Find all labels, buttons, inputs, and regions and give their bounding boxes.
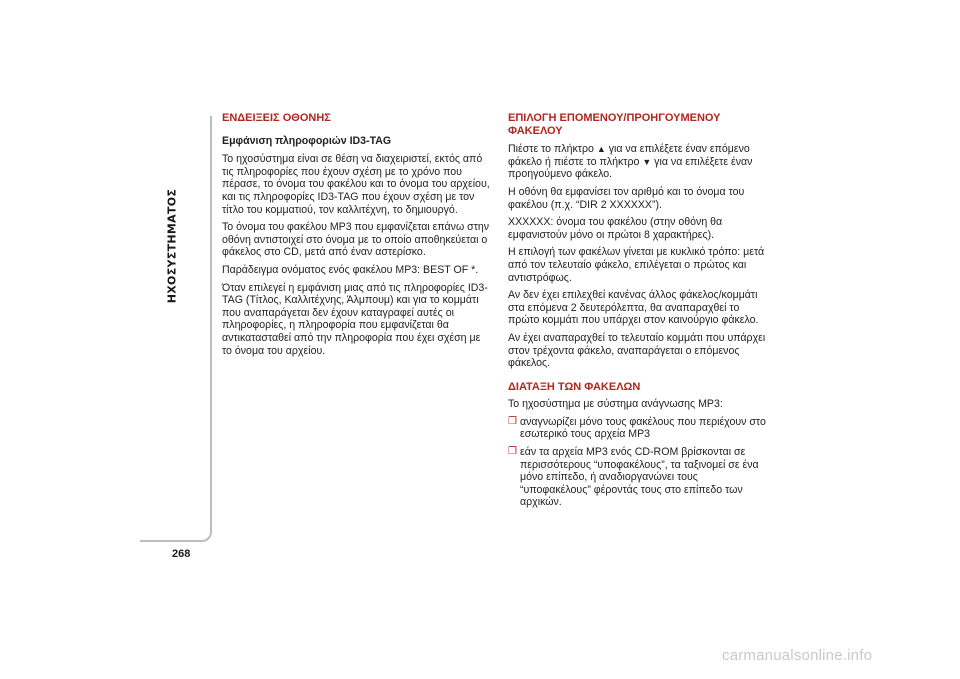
intro-text-1: Πιέστε το πλήκτρο xyxy=(508,143,597,156)
subheading-id3-tag: Εμφάνιση πληροφοριών ID3-TAG xyxy=(222,134,392,147)
page-number: 268 xyxy=(172,548,191,560)
left-column xyxy=(222,112,492,362)
checkbox-bullet-icon: ❒ xyxy=(508,446,517,458)
section-heading-folder-selection: ΕΠΙΛΟΓΗ ΕΠΟΜΕΝΟΥ/ΠΡΟΗΓΟΥΜΕΝΟΥ ΦΑΚΕΛΟΥ xyxy=(508,112,721,137)
list-item xyxy=(508,446,770,509)
paragraph: XXXXXX: όνομα του φακέλου (στην οθόνη θα εμφανιστούν μόνο οι πρώτοι 8 χαρακτήρες). xyxy=(508,216,723,241)
section-tab xyxy=(158,116,186,376)
section-heading-display-indications: ΕΝΔΕΙΞΕΙΣ ΟΘΟΝΗΣ xyxy=(222,112,331,124)
paragraph: Η οθόνη θα εμφανίσει τον αριθμό και το όνομα του φακέλου (π.χ. “DIR 2 XXXXXX”). xyxy=(508,185,745,211)
paragraph: Το όνομα του φακέλου MP3 που εμφανίζεται επάνω στην οθόνη αντιστοιχεί στο όνομα με το οποίο αποθηκεύεται ο φάκελος στο CD, μετά από έναν αστερίσκο. xyxy=(222,221,490,259)
checkbox-bullet-icon: ❒ xyxy=(508,415,517,427)
right-column xyxy=(508,112,770,514)
section-heading-folder-layout: ΔΙΑΤΑΞΗ ΤΩΝ ΦΑΚΕΛΩΝ xyxy=(508,380,641,393)
paragraph: Το ηχοσύστημα είναι σε θέση να διαχειριστεί, εκτός από τις πληροφορίες που έχουν σχέση με το χρόνο που πέρασε, το όνομα του φακέλου και το όνομα του αρχείου, και τις πληροφορίες ID3-TAG που έχουν σχέση με τον τίτλο του κομματιού, τον καλλιτέχνη, το δημιουργό. xyxy=(222,153,490,216)
paragraph: Αν έχει αναπαραχθεί το τελευταίο κομμάτι που υπάρχει στον τρέχοντα φάκελο, αναπαράγεται ο επόμενος φάκελος. xyxy=(508,331,766,370)
list-item xyxy=(508,416,770,441)
list-item-text: εάν τα αρχεία MP3 ενός CD-ROM βρίσκονται σε περισσότερους “υποφακέλους”, τα ταξινομεί σε ένα μόνο επίπεδο, ή αναδιοργανώνει τους “υποφακέλους” φέροντάς τους στο επίπεδο των αρχικών. xyxy=(520,446,759,509)
paragraph-button-instructions xyxy=(508,143,770,181)
paragraph: Η επιλογή των φακέλων γίνεται με κυκλικό τρόπο: μετά από τον τελευταίο φάκελο, επιλέγεται ο πρώτος και αντιστρόφως. xyxy=(508,246,765,284)
arrow-down-icon: ▼ xyxy=(642,156,652,167)
paragraph: Όταν επιλεγεί η εμφάνιση μιας από τις πληροφορίες ID3-TAG (Τίτλος, Καλλιτέχνης, Άλμπουμ) και για το κομμάτι που αναπαράγεται δεν έχουν καταγραφεί αυτές οι πληροφορίες, η πληροφορία που εμφανίζεται θα αντικατασταθεί από την πληροφορία που έχει σχέση με το όνομα του αρχείου. xyxy=(222,281,488,357)
section-tab-label: ΗΧΟΣΥΣΤΗΜΑΤΟΣ xyxy=(165,188,179,304)
paragraph: Παράδειγμα ονόματος ενός φακέλου MP3: BEST OF *. xyxy=(222,263,479,276)
list-item-text: αναγνωρίζει μόνο τους φακέλους που περιέχουν στο εσωτερικό τους αρχεία MP3 xyxy=(520,415,766,441)
arrow-up-icon: ▲ xyxy=(596,144,606,155)
intro-text-3: για να επιλέξετε έναν προηγούμενο φάκελο. xyxy=(508,155,753,181)
watermark: carmanualsonline.info xyxy=(722,647,873,664)
paragraph: Αν δεν έχει επιλεχθεί κανένας άλλος φάκελος/κομμάτι στα επόμενα 2 δευτερόλεπτα, θα αναπαραχθεί το πρώτο κομμάτι που υπάρχει στον καινούργιο φάκελο. xyxy=(508,289,759,327)
intro-text-2: για να επιλέξετε έναν επόμενο φάκελο ή πιέστε το πλήκτρο xyxy=(508,143,750,168)
paragraph-mp3-intro: Το ηχοσύστημα με σύστημα ανάγνωσης MP3: xyxy=(508,398,723,411)
